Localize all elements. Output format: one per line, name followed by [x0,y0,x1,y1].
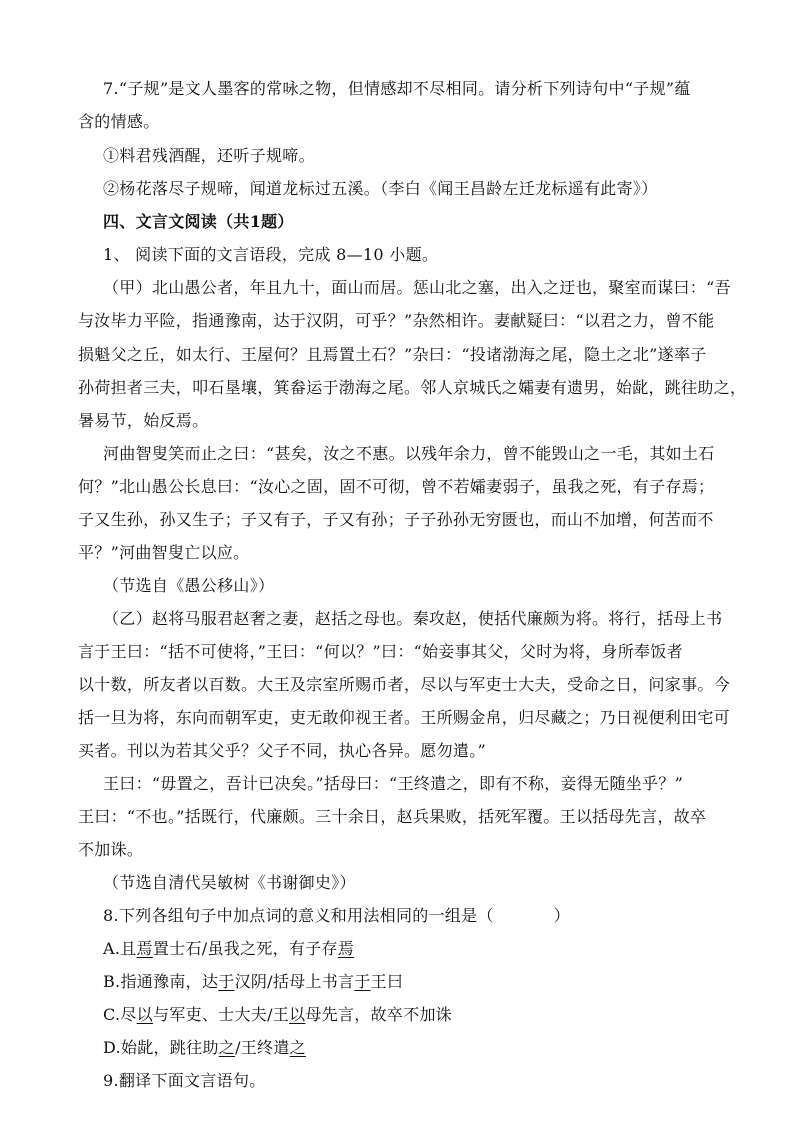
q8-option-b [103,971,403,993]
passage-yi-line: 王曰：“不也。”括既行，代廉颇。三十余日，赵兵果败，括死军覆。王以括母先言，故卒 [78,807,707,826]
passage-jia-source: （节选自《愚公移山》） [103,576,275,595]
marked-word: 以 [136,1005,153,1024]
passage-yi-line: 括一旦为将，东向而朝军吏，吏无敢仰视王者。王所赐金帛，归尽藏之；乃日视便利田宅可 [78,708,731,727]
section-heading: 四、文言文阅读（共1题） [103,212,294,231]
passage-yi-line: （乙）赵将马服君赵奢之妻，赵括之母也。秦攻赵，使括代廉颇为将。将行，括母上书 [103,609,723,628]
passage-yi-line: 不加诛。 [78,840,144,859]
passage-jia-line: 孙荷担者三夫，叩石垦壤，箕畚运于渤海之尾。邻人京城氏之孀妻有遗男，始龀，跳往助之， [78,378,747,397]
option-text: C.尽 [103,1005,137,1024]
q8-option-a [103,938,354,960]
option-text: D.始龀，跳往助 [103,1038,219,1057]
passage-yi-line: 言于王曰：“括不可使将，”王曰：“何以？”曰：“始妾事其父，父时为将，身所奉饭者 [78,642,683,661]
q7-stem-line1: 7.“子规”是文人墨客的常咏之物，但情感却不尽相同。请分析下列诗句中“子规”蕴 [103,79,691,98]
marked-word: 焉 [136,939,153,958]
passage-yi-line: 买者。刊以为若其父乎？父子不同，执心各异。愿勿遣。” [78,741,486,760]
option-text: 母先言，故卒不加诛 [305,1005,453,1024]
passage-yi-line: 以十数，所友者以百数。大王及宗室所赐币者，尽以与军吏士大夫，受命之日，问家事。今 [78,675,731,694]
passage-jia-line: 平？”河曲智叟亡以应。 [78,543,250,562]
option-text: 汉阴/括母上书言 [234,972,355,991]
q7-stem-line2: 含的情感。 [78,112,160,131]
option-text: 王曰 [370,972,404,991]
marked-word: 以 [289,1005,306,1024]
q9-stem: 9.翻译下面文言语句。 [103,1071,266,1090]
option-text: B.指通豫南，达 [103,972,219,991]
marked-word: 焉 [337,939,355,958]
passage-yi-line: 王曰：“毋置之，吾计已决矣。”括母曰：“王终遣之，即有不称，妾得无随坐乎？” [103,774,684,793]
option-text: 置士石/虽我之死，有子存 [152,939,338,958]
passage-jia-line: 与汝毕力平险，指通豫南，达于汉阴，可乎？”杂然相许。妻献疑曰：“以君之力，曾不能 [78,311,715,330]
passage-jia-line: 子又生孙，孙又生子；子又有子，子又有孙；子子孙孙无穷匮也，而山不加增，何苦而不 [78,510,714,529]
passage-jia-line: 损魁父之丘，如太行、王屋何？且焉置土石？”杂曰：“投诸渤海之尾，隐土之北”遂率子 [78,345,707,364]
q7-poem-2: ②杨花落尽子规啼，闻道龙标过五溪。（李白《闻王昌龄左迁龙标遥有此寄》） [103,179,658,198]
q8-stem [103,905,570,927]
q7-poem-1: ①料君残酒醒，还听子规啼。 [103,146,315,165]
q8-option-c [103,1004,452,1026]
option-text: A.且 [103,939,137,958]
passage-jia-line: 河曲智叟笑而止之曰：“甚矣，汝之不惠。以残年余力，曾不能毁山之一毛，其如土石 [103,444,715,463]
option-text: 与军吏、士大夫/王 [152,1005,290,1024]
option-text: /王终遣 [235,1038,290,1057]
marked-word: 于 [354,972,371,991]
passage-jia-line: （甲）北山愚公者，年且九十，面山而居。惩山北之塞，出入之迂也，聚室而谋曰：“吾 [103,278,731,297]
q8-stem-close: ） [553,906,571,925]
q8-option-d [103,1037,306,1059]
q8-stem-text: 8.下列各组句子中加点词的意义和用法相同的一组是（ [103,906,494,925]
passage-jia-line: 暑易节，始反焉。 [78,411,209,430]
passage-yi-source: （节选自清代吴敏树《书谢御史》） [103,873,356,892]
section-intro: 1、 阅读下面的文言语段，完成 8—10 小题。 [103,245,439,264]
marked-word: 于 [218,972,235,991]
passage-jia-line: 何？”北山愚公长息曰：“汝心之固，固不可彻，曾不若孀妻弱子，虽我之死，有子存焉； [78,477,715,496]
marked-word: 之 [289,1038,306,1057]
marked-word: 之 [218,1038,236,1057]
